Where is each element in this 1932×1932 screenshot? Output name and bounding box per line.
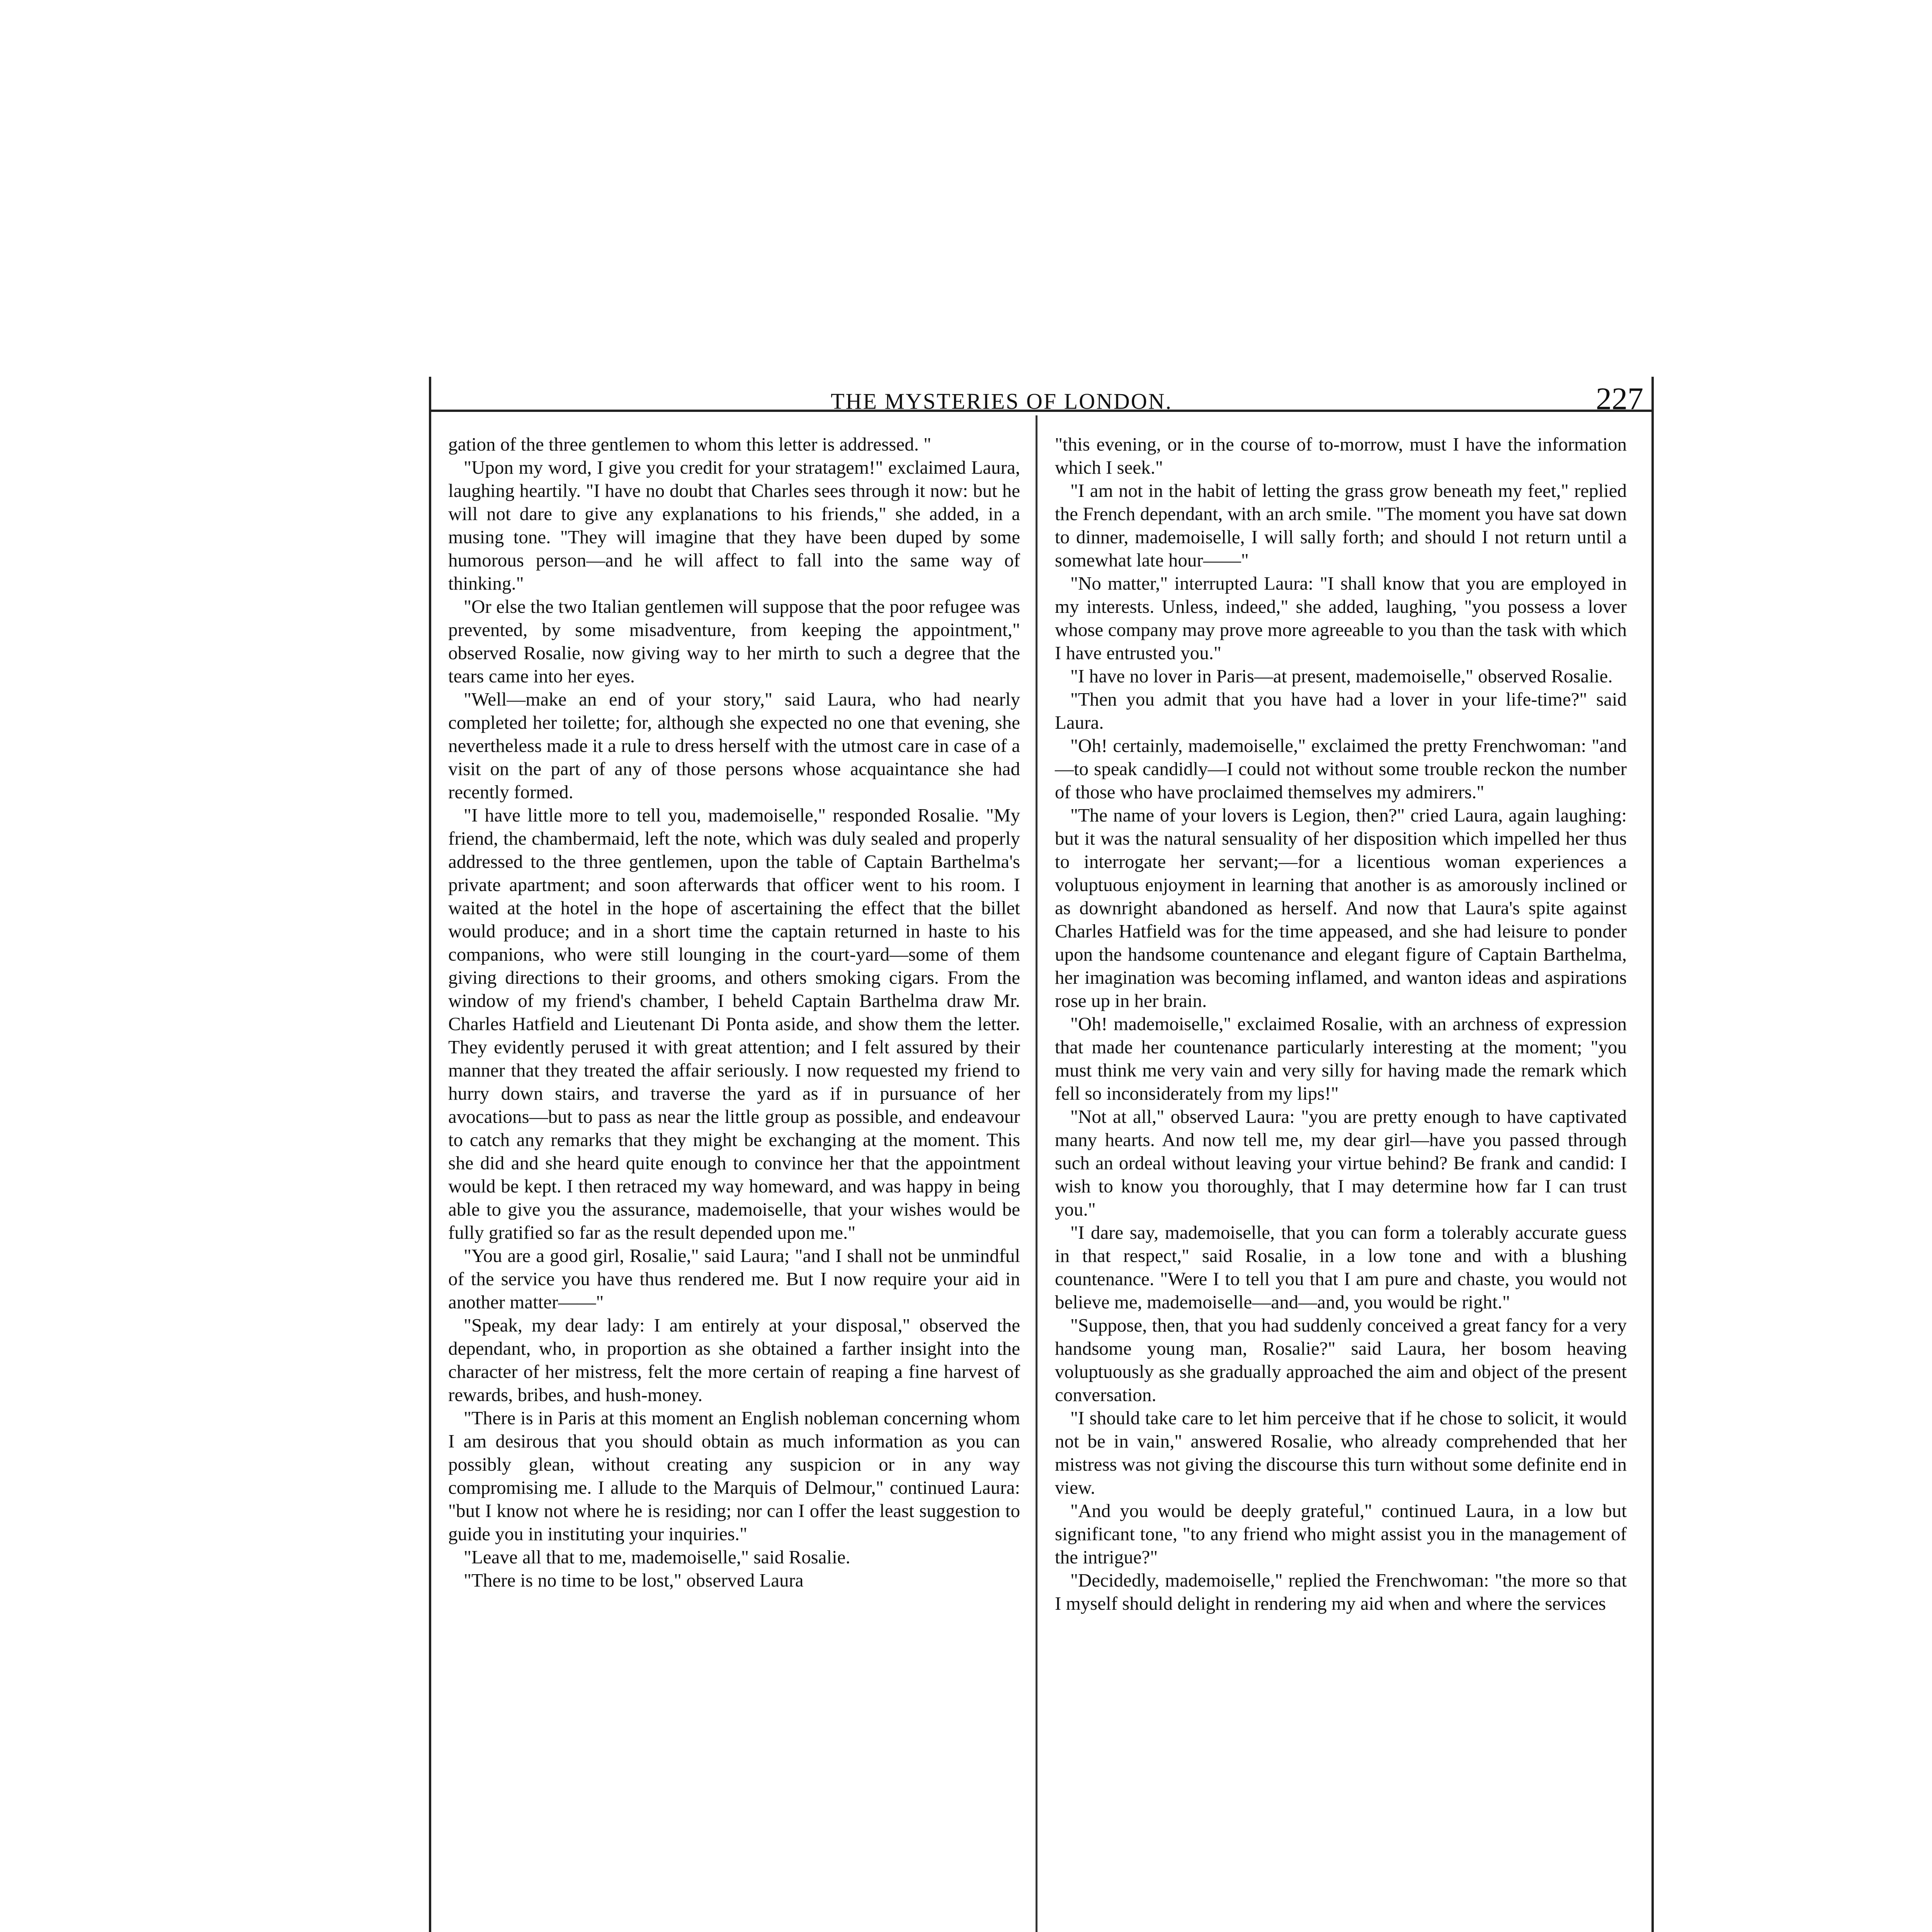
paragraph: "Oh! certainly, mademoiselle," exclaimed the pretty Frenchwoman: "and—to speak candidly—I could not without some trouble reckon the number of those who have proclaimed themselves my admirers." <box>1055 735 1627 803</box>
column-divider <box>1036 415 1037 1932</box>
paragraph: "The name of your lovers is Legion, then?" cried Laura, again laughing: but it was the natural sensuality of her disposition which impelled her thus to interrogate her servant;—for a licentious woman experiences a voluptuous enjoyment in learning that another is as amorously inclined or as downright abandoned as herself. And now that Laura's spite against Charles Hatfield was for the time appeased, and she had leisure to ponder upon the handsome countenance and elegant figure of Captain Barthelma, her imagination was becoming inflamed, and wanton ideas and aspirations rose up in her brain. <box>1055 804 1627 1011</box>
paragraph: "Upon my word, I give you credit for your stratagem!" exclaimed Laura, laughing heartily. "I have no doubt that Charles sees through it now: but he will not dare to give any explanations to his friends," she added, in a musing tone. "They will imagine that they have been duped by some humorous person—and he will affect to fall into the same way of thinking." <box>448 457 1020 594</box>
paragraph: "No matter," interrupted Laura: "I shall know that you are employed in my interests. Unless, indeed," she added, laughing, "you possess a lover whose company may prove more agreeable to you than the task with which I have entrusted you." <box>1055 573 1627 663</box>
paragraph: "I have no lover in Paris—at present, mademoiselle," observed Rosalie. <box>1070 665 1613 687</box>
page-number: 227 <box>1596 381 1643 416</box>
paragraph: "I have little more to tell you, mademoiselle," responded Rosalie. "My friend, the chambermaid, left the note, which was duly sealed and properly addressed to the three gentlemen, upon the table of Captain Barthelma's private apartment; and soon afterwards that officer went to his room. I waited at the hotel in the hope of ascertaining the effect that the billet would produce; and in a short time the captain returned in haste to his companions, who were still lounging in the court-yard—some of them giving directions to their grooms, and others smoking cigars. From the window of my friend's chamber, I beheld Captain Barthelma draw Mr. Charles Hatfield and Lieutenant Di Ponta aside, and show them the letter. They evidently perused it with great attention; and I felt assured by their manner that they treated the affair seriously. I now requested my friend to hurry down stairs, and traverse the yard as if in pursuance of her avocations—but to pass as near the little group as possible, and endeavour to catch any remarks that they might be exchanging at the moment. This she did and she heard quite enough to convince her that the appointment would be kept. I then retraced my way homeward, and was happy in being able to give you the assurance, mademoiselle, that your wishes would be fully gratified so far as the result depended upon me." <box>448 804 1020 1243</box>
left-column <box>448 433 1020 1592</box>
paragraph: "Then you admit that you have had a lover in your life-time?" said Laura. <box>1055 689 1627 733</box>
right-column <box>1055 433 1627 1615</box>
paragraph: "You are a good girl, Rosalie," said Laura; "and I shall not be unmindful of the service you have thus rendered me. But I now require your aid in another matter——" <box>448 1245 1020 1313</box>
paragraph: gation of the three gentlemen to whom this letter is addressed. " <box>448 434 932 455</box>
paragraph: "I am not in the habit of letting the grass grow beneath my feet," replied the French dependant, with an arch smile. "The moment you have sat down to dinner, mademoiselle, I will sally forth; and should I not return until a somewhat late hour——" <box>1055 480 1627 571</box>
paragraph: "Well—make an end of your story," said Laura, who had nearly completed her toilette; for, although she expected no one that evening, she nevertheless made it a rule to dress herself with the utmost care in case of a visit on the part of any of those persons whose acquaintance she had recently formed. <box>448 689 1020 803</box>
paragraph: "I should take care to let him perceive that if he chose to solicit, it would not be in vain," answered Rosalie, who already comprehended that her mistress was not giving the discourse this turn without some definite end in view. <box>1055 1407 1627 1498</box>
paragraph: "this evening, or in the course of to-morrow, must I have the information which I seek." <box>1055 434 1627 478</box>
paragraph: "Leave all that to me, mademoiselle," said Rosalie. <box>464 1546 850 1568</box>
paragraph: "There is in Paris at this moment an English nobleman concerning whom I am desirous that you should obtain as much information as you can possibly glean, without creating any suspicion or in any way compromising me. I allude to the Marquis of Delmour," continued Laura: "but I know not where he is residing; nor can I offer the least suggestion to guide you in instituting your inquiries." <box>448 1407 1020 1544</box>
paragraph: "And you would be deeply grateful," continued Laura, in a low but significant tone, "to any friend who might assist you in the management of the intrigue?" <box>1055 1500 1627 1568</box>
paragraph: "Oh! mademoiselle," exclaimed Rosalie, with an archness of expression that made her countenance particularly interesting at the moment; "you must think me very vain and very silly for having made the remark which fell so inconsiderately from my lips!" <box>1055 1013 1627 1104</box>
paragraph: "I dare say, mademoiselle, that you can form a tolerably accurate guess in that respect," said Rosalie, in a low tone and with a blushing countenance. "Were I to tell you that I am pure and chaste, you would not believe me, mademoiselle—and—and, you would be right." <box>1055 1222 1627 1313</box>
paragraph: "Or else the two Italian gentlemen will suppose that the poor refugee was prevented, by some misadventure, from keeping the appointment," observed Rosalie, now giving way to her mirth to such a degree that the tears came into her eyes. <box>448 596 1020 687</box>
paragraph: "Speak, my dear lady: I am entirely at your disposal," observed the dependant, who, in proportion as she obtained a farther insight into the character of her mistress, felt the more certain of reaping a fine harvest of rewards, bribes, and hush-money. <box>448 1315 1020 1405</box>
paragraph: "Decidedly, mademoiselle," replied the Frenchwoman: "the more so that I myself should delight in rendering my aid when and where the services <box>1055 1570 1627 1614</box>
paragraph: "There is no time to be lost," observed Laura <box>464 1570 804 1591</box>
running-title: THE MYSTERIES OF LONDON. <box>831 389 1172 414</box>
paragraph: "Not at all," observed Laura: "you are pretty enough to have captivated many hearts. And now tell me, my dear girl—have you passed through such an ordeal without leaving your virtue behind? Be frank and candid: I wish to know you thoroughly, that I may determine how far I can trust you." <box>1055 1106 1627 1220</box>
paragraph: "Suppose, then, that you had suddenly conceived a great fancy for a very handsome young man, Rosalie?" said Laura, her bosom heaving voluptuously as she gradually approached the aim and object of the present conversation. <box>1055 1315 1627 1405</box>
